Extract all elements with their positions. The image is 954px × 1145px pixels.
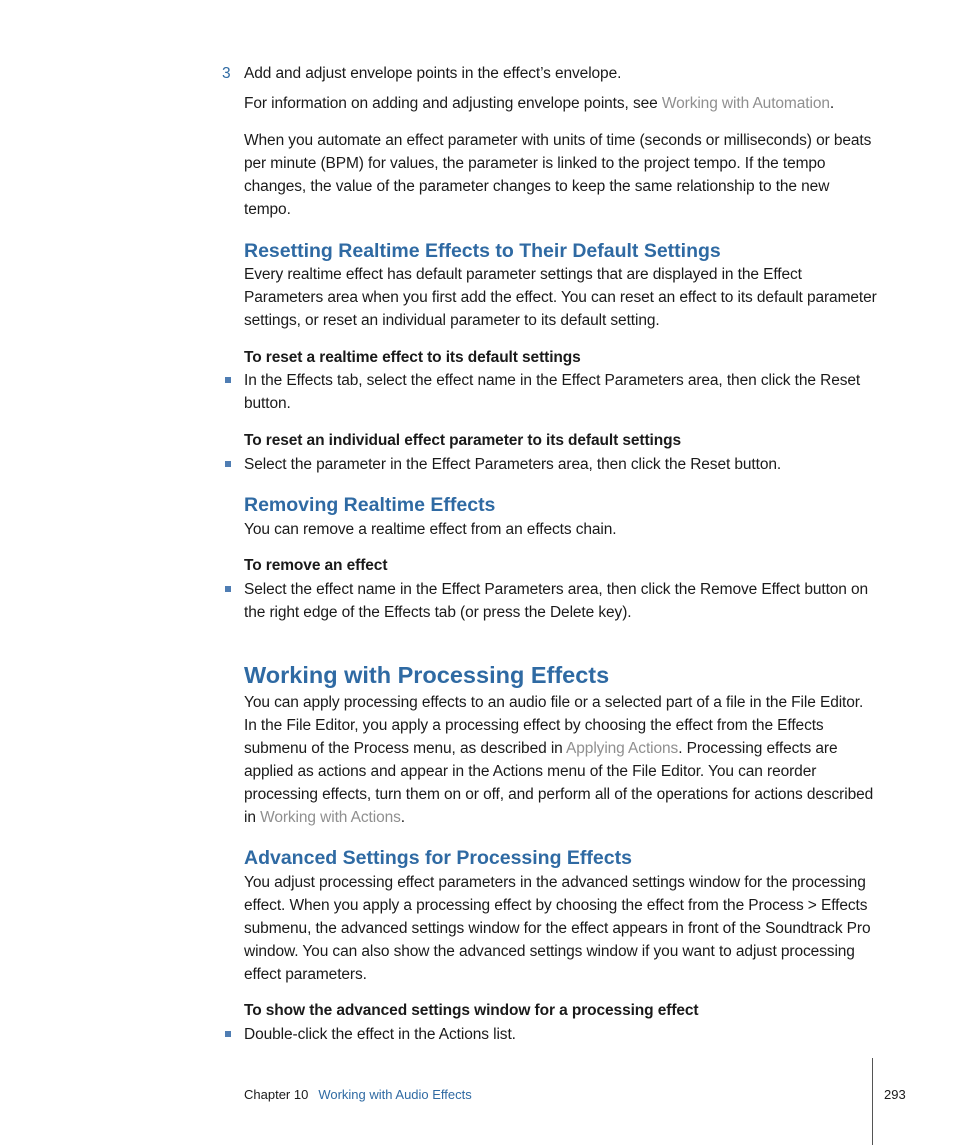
task-remove-effect-step: Select the effect name in the Effect Parameters area, then click the Remove Effect button on the right edge of the Effects tab (or press the Delete key). [244,581,869,621]
bullet-icon [225,586,231,592]
bullet-icon [225,1031,231,1037]
step-info-text: For information on adding and adjusting envelope points, see [244,95,662,112]
footer-chapter-title: Working with Audio Effects [318,1087,472,1102]
page-number: 293 [884,1087,906,1102]
step-info-paragraph [244,92,879,115]
processing-text-3: . [400,809,406,826]
processing-text-2: . Processing effects are applied as actions and appear in the Actions menu of the File Editor. You can reorder processing effects, turn them on or off, and perform all of the operations for actions described in [244,740,874,826]
processing-heading: Working with Processing Effects [244,662,610,688]
step-info-period: . [829,95,835,112]
task-show-advanced-title: To show the advanced settings window for a processing effect [244,1002,699,1019]
task-reset-parameter-step: Select the parameter in the Effect Parameters area, then click the Reset button. [244,456,782,473]
footer-chapter [244,1086,472,1104]
processing-text-1: You can apply processing effects to an audio file or a selected part of a file in the File Editor. In the File Editor, you apply a processing effect by choosing the effect from the Effects submenu of the Process menu, as described in [244,694,864,757]
resetting-heading: Resetting Realtime Effects to Their Default Settings [244,240,721,262]
automate-paragraph: When you automate an effect parameter with units of time (seconds or milliseconds) or beats per minute (BPM) for values, the parameter is linked to the project tempo. If the tempo changes, the value of the parameter changes to keep the same relationship to the new tempo. [244,132,872,218]
advanced-body: You adjust processing effect parameters in the advanced settings window for the processing effect. When you apply a processing effect by choosing the effect from the Process > Effects submenu, the advanced settings window for the effect appears in front of the Soundtrack Pro window. You can also show the advanced settings window if you want to adjust processing effect parameters. [244,874,871,983]
bullet-icon [225,461,231,467]
applying-actions-link[interactable]: Applying Actions [566,740,679,757]
removing-heading: Removing Realtime Effects [244,494,496,516]
task-remove-effect-title: To remove an effect [244,557,388,574]
working-with-automation-link[interactable]: Working with Automation [661,95,830,112]
footer-divider [872,1058,873,1145]
task-show-advanced-step: Double-click the effect in the Actions list. [244,1026,516,1043]
task-reset-effect-step: In the Effects tab, select the effect name in the Effect Parameters area, then click the Reset button. [244,372,861,412]
task-reset-effect-title: To reset a realtime effect to its default settings [244,349,581,366]
footer-chapter-number: Chapter 10 [244,1087,309,1102]
bullet-icon [225,377,231,383]
removing-body: You can remove a realtime effect from an effects chain. [244,521,617,538]
task-reset-parameter-title: To reset an individual effect parameter to its default settings [244,432,681,449]
working-with-actions-link[interactable]: Working with Actions [260,809,401,826]
step-number: 3 [222,65,231,82]
advanced-heading: Advanced Settings for Processing Effects [244,847,632,869]
step-text: Add and adjust envelope points in the effect’s envelope. [244,65,622,82]
processing-body [244,691,879,829]
resetting-body: Every realtime effect has default parameter settings that are displayed in the Effect Parameters area when you first add the effect. You can reset an effect to its default parameter settings, or reset an individual parameter to its default setting. [244,266,877,329]
